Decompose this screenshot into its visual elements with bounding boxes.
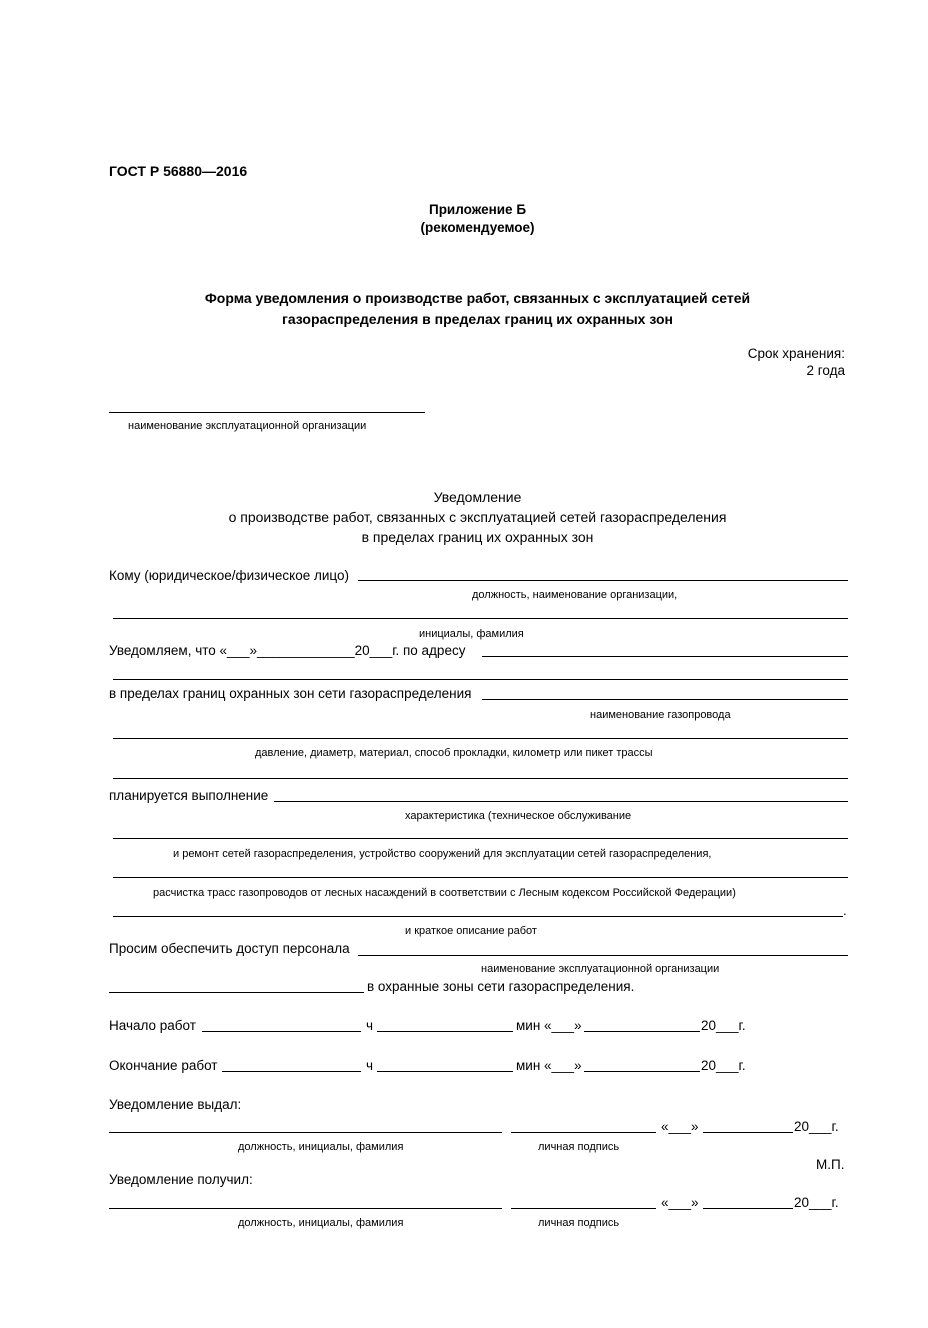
address-field[interactable] (482, 656, 848, 657)
form-title-line1: Форма уведомления о производстве работ, связанных с эксплуатацией сетей (204, 290, 751, 306)
notice-subtitle-line3: в пределах границ их охранных зон (361, 529, 594, 545)
start-year: 20___г. (701, 1018, 746, 1033)
standard-number: ГОСТ Р 56880—2016 (109, 163, 248, 179)
work-caption-1: характеристика (техническое обслуживание (405, 810, 632, 822)
within-zone-label: в пределах границ охранных зон сети газораспределения (109, 686, 472, 701)
access-org-caption: наименование эксплуатационной организации (481, 963, 720, 975)
issued-person-caption: должность, инициалы, фамилия (238, 1141, 404, 1153)
start-hour-label: ч (366, 1018, 374, 1033)
access-request-label: Просим обеспечить доступ персонала (109, 941, 350, 956)
storage-label: Срок хранения: (747, 346, 845, 361)
line-end-dot: . (843, 903, 847, 918)
planned-work-field[interactable] (274, 801, 848, 802)
work-caption-2: и ремонт сетей газораспределения, устройство сооружений для эксплуатации сетей газораспределения, (173, 848, 712, 860)
pipeline-details-caption: давление, диаметр, материал, способ прокладки, километр или пикет трассы (255, 747, 653, 759)
pipeline-details-field[interactable] (113, 738, 848, 739)
notice-subtitle-line2: о производстве работ, связанных с эксплуатацией сетей газораспределения (228, 509, 727, 525)
notice-title: Уведомление (433, 489, 522, 505)
zone-text: в охранные зоны сети газораспределения. (367, 979, 635, 994)
stamp-label: М.П. (816, 1157, 845, 1172)
issued-date-year: 20___г. (794, 1119, 839, 1134)
start-hour-field[interactable] (377, 1031, 513, 1032)
end-label: Окончание работ (109, 1058, 218, 1073)
planned-work-label: планируется выполнение (109, 788, 269, 803)
work-caption-3: расчистка трасс газопроводов от лесных насаждений в соответствии с Лесным кодексом Российской Федерации) (153, 887, 736, 899)
form-title-line2: газораспределения в пределах границ их охранных зон (282, 311, 673, 327)
recipient-caption-name: инициалы, фамилия (419, 628, 524, 640)
end-hour-field[interactable] (377, 1071, 513, 1072)
recipient-label: Кому (юридическое/физическое лицо) (109, 568, 350, 583)
end-year: 20___г. (701, 1058, 746, 1073)
received-person-caption: должность, инициалы, фамилия (238, 1217, 404, 1229)
pipeline-details-field-line2[interactable] (113, 778, 848, 779)
issued-date-month-field[interactable] (703, 1132, 793, 1133)
appendix-title: Приложение Б (428, 202, 527, 217)
received-date-year: 20___г. (794, 1195, 839, 1210)
appendix-type: (рекомендуемое) (420, 220, 535, 235)
issued-signature-field[interactable] (511, 1132, 656, 1133)
start-min-label: мин «___» (516, 1018, 582, 1033)
received-signature-caption: личная подпись (538, 1217, 620, 1229)
work-caption-4: и краткое описание работ (405, 925, 537, 937)
recipient-field[interactable] (358, 580, 848, 581)
issued-label: Уведомление выдал: (109, 1097, 242, 1112)
received-signature-field[interactable] (511, 1208, 656, 1209)
recipient-caption-org: должность, наименование организации, (472, 589, 678, 601)
org-name-caption: наименование эксплуатационной организации (128, 420, 367, 432)
received-label: Уведомление получил: (109, 1172, 253, 1187)
end-min-label: мин «___» (516, 1058, 582, 1073)
planned-work-field-line4[interactable] (113, 916, 843, 917)
end-month-field[interactable] (584, 1071, 700, 1072)
pipeline-field[interactable] (482, 699, 848, 700)
received-person-field[interactable] (109, 1208, 502, 1209)
issued-person-field[interactable] (109, 1132, 502, 1133)
end-hour-label: ч (366, 1058, 374, 1073)
storage-value: 2 года (806, 363, 845, 378)
received-date-month-field[interactable] (703, 1208, 793, 1209)
pipeline-caption: наименование газопровода (590, 709, 731, 721)
recipient-field-line2[interactable] (113, 618, 848, 619)
start-month-field[interactable] (584, 1031, 700, 1032)
access-org-field[interactable] (358, 955, 848, 956)
planned-work-field-line3[interactable] (113, 877, 848, 878)
received-date-day: «___» (661, 1195, 699, 1210)
planned-work-field-line2[interactable] (113, 838, 848, 839)
end-date-field[interactable] (222, 1071, 361, 1072)
start-date-field[interactable] (202, 1031, 361, 1032)
access-org-field-line2[interactable] (109, 992, 364, 993)
org-name-line (109, 412, 425, 413)
issued-date-day: «___» (661, 1119, 699, 1134)
start-label: Начало работ (109, 1018, 196, 1033)
address-field-line2[interactable] (113, 679, 848, 680)
issued-signature-caption: личная подпись (538, 1141, 620, 1153)
notify-label: Уведомляем, что «___»_____________20___г. по адресу (109, 643, 466, 658)
